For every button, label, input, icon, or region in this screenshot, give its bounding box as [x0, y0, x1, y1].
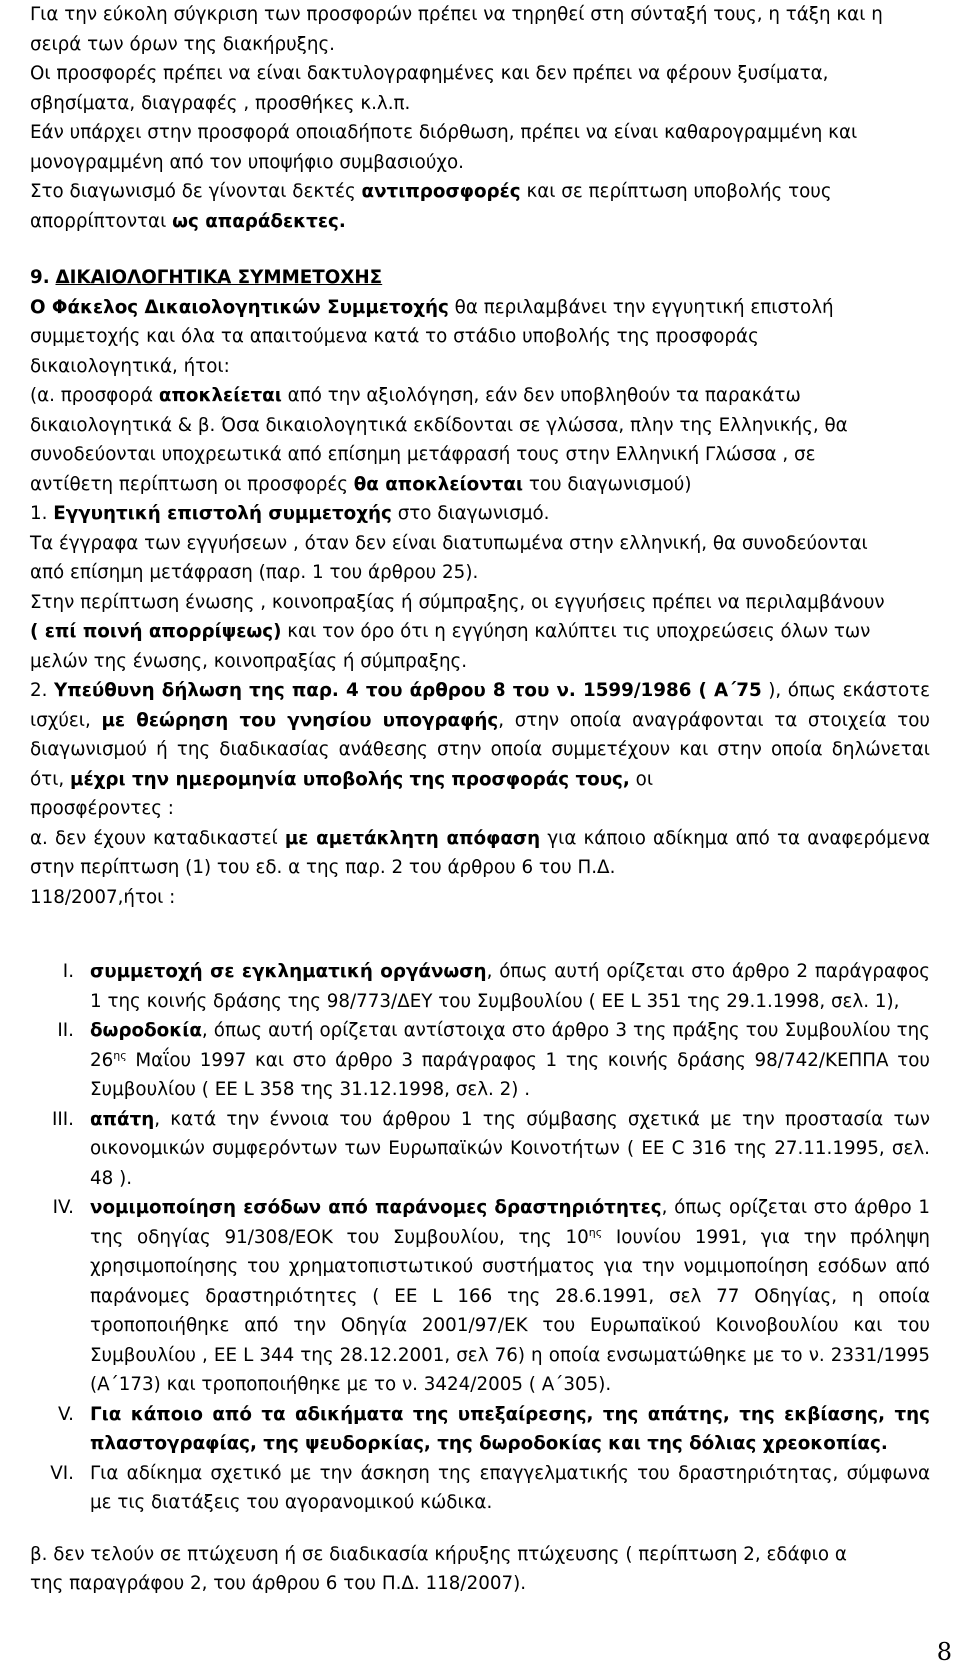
text-span: (α. προσφορά: [30, 385, 159, 406]
text-line: Οι προσφορές πρέπει να είναι δακτυλογραφημένες και δεν πρέπει να φέρουν ξυσίματα,: [30, 63, 829, 84]
text-span: αντίθετη περίπτωση οι προσφορές: [30, 473, 354, 495]
text-span: οποία δηλώνεται ότι,: [30, 739, 930, 790]
spacer: [30, 1518, 930, 1540]
bold-text: θα αποκλείονται: [353, 473, 524, 495]
text-span: του διαγωνισμού): [523, 473, 692, 495]
text-span: στο διαγωνισμό.: [391, 503, 550, 524]
bold-text: ( επί ποινή απορρίψεως): [30, 621, 282, 642]
text-span: Ιουνίου 1991, για την πρόληψη χρησιμοποίησης του χρηματοπιστωτικού συστήματος για την νομιμοποίηση εσόδων από παράνομες δραστηριότητες ( ΕΕ L 166 της 28.6.1991, σελ 77 Οδηγίας, η οποία τροποποιήθηκε από την Οδηγία 2001/97/ΕΚ του Ευρωπαϊκού Κοινοβουλίου και του Συμβουλίου , ΕΕ L 344 της 28.12.2001, σελ 76) η οποία ενσωματώθηκε με το ν. 2331/1995 (Α΄173) και τροποποιήθηκε με το ν. 3424/2005 ( Α΄305).: [90, 1226, 931, 1395]
text-line: Εάν υπάρχει στην προσφορά οποιαδήποτε διόρθωση, πρέπει να είναι καθαρογραμμένη και: [30, 122, 858, 143]
list-item-text: [90, 1105, 930, 1194]
text-span: α. δεν έχουν καταδικαστεί: [30, 827, 285, 849]
text-line: δικαιολογητικά & β. Όσα δικαιολογητικά εκδίδονται σε γλώσσα, πλην της Ελληνικής, θα: [30, 414, 848, 436]
page-number: 8: [936, 1638, 952, 1666]
text-line: [30, 381, 930, 411]
text-line: σβησίματα, διαγραφές , προσθήκες κ.λ.π.: [30, 92, 411, 114]
list-number: IV.: [52, 1197, 74, 1218]
list-item-text: [90, 1193, 930, 1400]
list-item: [30, 1459, 930, 1518]
bold-text: Υπεύθυνη δήλωση της παρ. 4 του άρθρου 8 του ν. 1599/1986 ( Α΄75: [54, 680, 762, 701]
bold-text: αντιπροσφορές: [361, 181, 521, 202]
list-item-text: Για αδίκημα σχετικό με την άσκηση της επαγγελματικής του δραστηριότητας, σύμφωνα με τις διατάξεις του αγορανομικού κώδικα.: [90, 1462, 930, 1513]
superscript: ης: [113, 1048, 127, 1062]
section-9: [30, 263, 930, 912]
text-span: αναφερόμενα στην περίπτωση (1) του εδ. α της παρ. 2 του άρθρου 6 του Π.Δ.: [30, 827, 931, 878]
roman-list: [30, 957, 930, 1518]
text-span: , στην οποία αναγράφονται τα: [498, 709, 798, 731]
item-number: 2.: [30, 680, 55, 701]
document-body: [30, 0, 930, 1599]
bold-text: ως απαράδεκτες.: [172, 210, 346, 232]
text-span: εκάστοτε ισχύει,: [30, 680, 931, 731]
item-2-paragraph: [30, 676, 930, 912]
text-span: , όπως αυτή ορίζεται αντίστοιχα στο άρθρο 3 της πράξης του Συμβουλίου της 26: [90, 1020, 930, 1071]
bold-text: Για κάποιο από τα αδικήματα της υπεξαίρεσης, της απάτης, της εκβίασης, της πλαστογραφίας, της ψευδορκίας, της δωροδοκίας και της δόλιας χρεοκοπίας.: [90, 1403, 930, 1454]
text-line: συνοδεύονται υποχρεωτικά από επίσημη μετάφρασή τους στην Ελληνική Γλώσσα , σε: [30, 444, 816, 465]
item-number: 1.: [30, 503, 54, 524]
closing-paragraph: [30, 1540, 930, 1599]
text-line: από επίσημη μετάφραση (παρ. 1 του άρθρου 25).: [30, 562, 479, 583]
text-line: β. δεν τελούν σε πτώχευση ή σε διαδικασία κήρυξης πτώχευσης ( περίπτωση 2, εδάφιο α: [30, 1543, 847, 1565]
text-line: συμμετοχής και όλα τα απαιτούμενα κατά το στάδιο υποβολής της προσφοράς: [30, 326, 759, 347]
text-span: οι: [629, 768, 654, 790]
bold-text: Εγγυητική επιστολή συμμετοχής: [53, 503, 392, 524]
text-line: Για την εύκολη σύγκριση των προσφορών πρέπει να τηρηθεί στη σύνταξή τους, η τάξη και η: [30, 4, 883, 25]
list-number: II.: [57, 1020, 74, 1041]
text-line: Στην περίπτωση ένωσης , κοινοπραξίας ή σύμπραξης, οι εγγυήσεις πρέπει να περιλαμβάνουν: [30, 591, 885, 613]
bold-text: μέχρι την ημερομηνία υποβολής της προσφοράς τους,: [70, 768, 630, 790]
text-line: [30, 470, 930, 500]
text-span: και σε περίπτωση υποβολής τους: [520, 181, 832, 202]
bold-text: με θεώρηση του γνησίου υπογραφής: [101, 709, 499, 731]
list-item-text: [90, 1400, 930, 1459]
text-span: ), όπως: [761, 680, 837, 701]
text-line: της παραγράφου 2, του άρθρου 6 του Π.Δ. 118/2007).: [30, 1573, 527, 1594]
text-span: 118/2007,ήτοι :: [30, 886, 176, 908]
section-number: 9.: [30, 267, 50, 288]
list-item-text: [90, 1016, 930, 1105]
text-span: για κάποιο αδίκημα από τα: [540, 827, 801, 849]
list-number: V.: [58, 1403, 74, 1425]
list-number: I.: [62, 961, 74, 982]
text-line: [30, 293, 930, 323]
spacer: [30, 236, 930, 263]
bold-text: με αμετάκλητη απόφαση: [284, 827, 541, 849]
bold-text: συμμετοχή σε εγκληματική οργάνωση: [90, 961, 487, 982]
text-line: [30, 617, 930, 647]
list-number: VI.: [50, 1462, 74, 1484]
text-line: [30, 499, 930, 529]
list-item-text: [90, 957, 930, 1016]
list-item: [30, 1400, 930, 1459]
text-span: θα περιλαμβάνει την εγγυητική επιστολή: [448, 296, 834, 318]
text-line: μονογραμμένη από τον υποψήφιο συμβασιούχο.: [30, 151, 464, 173]
text-line: [30, 207, 930, 237]
bold-text: Ο Φάκελος Δικαιολογητικών Συμμετοχής: [30, 296, 449, 318]
text-span: στοιχεία του διαγωνισμού ή της διαδικασίας ανάθεσης στην οποία συμμετέχουν και στην: [30, 709, 930, 760]
list-number: III.: [52, 1108, 74, 1130]
text-span: Στο διαγωνισμό δε γίνονται δεκτές: [30, 181, 362, 202]
intro-section: [30, 0, 930, 236]
text-span: προσφέροντες :: [30, 798, 174, 819]
text-span: , κατά την έννοια του άρθρου 1 της σύμβασης σχετικά με την προστασία των οικονομικών συμφερόντων των Ευρωπαϊκών Κοινοτήτων ( ΕΕ C 316 της 27.11.1995, σελ. 48 ).: [90, 1108, 930, 1189]
superscript: ης: [588, 1225, 603, 1239]
text-line: δικαιολογητικά, ήτοι:: [30, 355, 230, 377]
text-span: από την αξιολόγηση, εάν δεν υποβληθούν τα παρακάτω: [281, 385, 801, 406]
text-line: σειρά των όρων της διακήρυξης.: [30, 33, 335, 55]
list-item: [30, 1193, 930, 1400]
text-line: [30, 177, 930, 207]
bold-text: απάτη: [90, 1108, 155, 1130]
spacer: [30, 912, 930, 957]
bold-text: νομιμοποίηση εσόδων από παράνομες δραστηριότητες: [90, 1197, 662, 1218]
text-span: απορρίπτονται: [30, 210, 173, 232]
bold-text: αποκλείεται: [158, 385, 282, 406]
section-heading: [30, 263, 930, 293]
section-title: ΔΙΚΑΙΟΛΟΓΗΤΙΚΑ ΣΥΜΜΕΤΟΧΗΣ: [55, 267, 383, 288]
text-span: , όπως ορίζεται στο άρθρο 1 της οδηγίας 91/308/ΕΟΚ του Συμβουλίου, της 10: [90, 1197, 930, 1248]
bold-text: δωροδοκία: [90, 1020, 202, 1041]
list-item: [30, 1016, 930, 1105]
list-item: [30, 957, 930, 1016]
list-item: [30, 1105, 930, 1194]
text-span: , όπως αυτή ορίζεται στο άρθρο 2 παράγραφος 1 της κοινής δράσης της 98/773/ΔΕΥ του Συμβουλίου ( ΕΕ L 351 της 29.1.1998, σελ. 1),: [90, 961, 930, 1012]
text-span: Μαΐου 1997 και στο άρθρο 3 παράγραφος 1 της κοινής δράσης 98/742/ΚΕΠΠΑ του Συμβουλίου ( ΕΕ L 358 της 31.12.1998, σελ. 2) .: [90, 1049, 930, 1100]
text-span: και τον όρο ότι η εγγύηση καλύπτει τις υποχρεώσεις όλων των: [281, 621, 871, 642]
text-line: μελών της ένωσης, κοινοπραξίας ή σύμπραξης.: [30, 650, 468, 672]
text-line: Τα έγγραφα των εγγυήσεων , όταν δεν είναι διατυπωμένα στην ελληνική, θα συνοδεύονται: [30, 532, 868, 554]
